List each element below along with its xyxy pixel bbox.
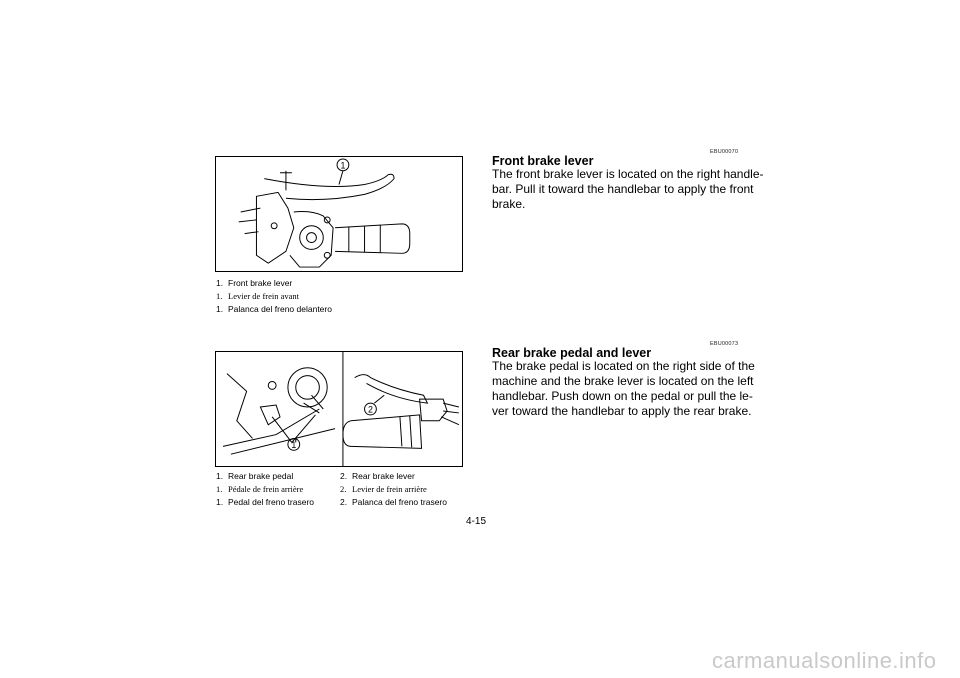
section2-body bbox=[492, 359, 755, 419]
section1-line: The front brake lever is located on the right handle- bbox=[492, 167, 764, 181]
watermark-text: carmanualsonline.info bbox=[712, 648, 937, 673]
figure1-caption-es: 1. Palanca del freno delantero bbox=[216, 304, 332, 314]
section1-body bbox=[492, 167, 764, 212]
figure1-caption-en: 1. Front brake lever bbox=[216, 278, 293, 288]
front-brake-lever-drawing bbox=[216, 157, 462, 271]
figure2-caption-en-right: 2. Rear brake lever bbox=[340, 471, 415, 481]
section1-heading: Front brake lever bbox=[492, 154, 594, 168]
figure1-caption-fr: 1. Levier de frein avant bbox=[216, 291, 300, 301]
callout-1-label: 1 bbox=[340, 160, 346, 171]
rear-brake-drawing bbox=[216, 352, 462, 466]
section1-line: bar. Pull it toward the handlebar to apply the front bbox=[492, 182, 754, 196]
section1-code: EBU00070 bbox=[710, 149, 739, 155]
page-number: 4-15 bbox=[466, 516, 487, 527]
figure2-caption-en-left: 1. Rear brake pedal bbox=[216, 471, 294, 481]
section2-line: ver toward the handlebar to apply the rear brake. bbox=[492, 404, 752, 418]
section2-code: EBU00073 bbox=[710, 341, 739, 347]
section2-line: handlebar. Push down on the pedal or pull the le- bbox=[492, 389, 753, 403]
callout-2-label: 2 bbox=[367, 404, 373, 415]
figure2-caption-fr-left: 1. Pédale de frein arrière bbox=[216, 484, 304, 494]
section2-line: The brake pedal is located on the right side of the bbox=[492, 359, 755, 373]
front-brake-lever-figure bbox=[215, 156, 463, 272]
section2-heading: Rear brake pedal and lever bbox=[492, 346, 652, 360]
figure2-caption-fr-right: 2. Levier de frein arrière bbox=[340, 484, 427, 494]
figure2-caption-es-left: 1. Pedal del freno trasero bbox=[216, 497, 314, 507]
section2-line: machine and the brake lever is located on the left bbox=[492, 374, 754, 388]
rear-brake-figure bbox=[215, 351, 463, 467]
figure2-caption-es-right: 2. Palanca del freno trasero bbox=[340, 497, 447, 507]
section1-line: brake. bbox=[492, 197, 526, 211]
callout-1-label-fig2: 1 bbox=[291, 439, 297, 450]
